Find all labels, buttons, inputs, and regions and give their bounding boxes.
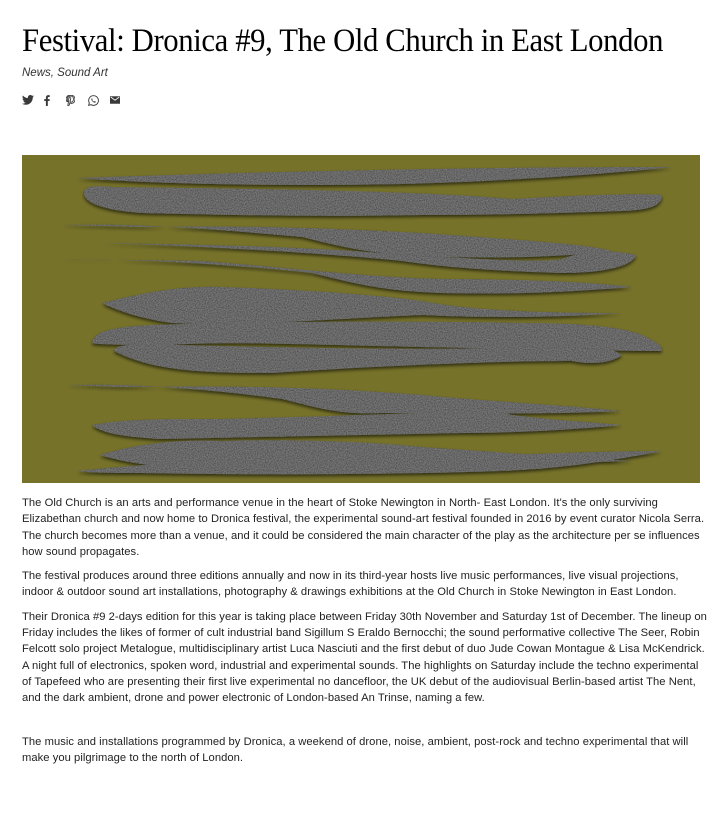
pinterest-icon[interactable]	[66, 93, 88, 107]
whatsapp-icon[interactable]	[88, 93, 110, 107]
category-separator: ,	[50, 67, 58, 79]
category-link-news[interactable]: News	[22, 67, 51, 79]
paragraph: The festival produces around three editions annually and now in its third-year hosts live music performances, live visual projections, indoor & outdoor sound art installations, photography & drawings exhibitions at the Old Church in Stoke Newington in East London.	[22, 570, 679, 599]
category-link-sound-art[interactable]: Sound Art	[57, 67, 108, 79]
share-bar	[22, 93, 702, 107]
hero-image	[22, 155, 700, 483]
page-title: Festival: Dronica #9, The Old Church in East London	[22, 23, 664, 59]
paragraph: The Old Church is an arts and performance venue in the heart of Stoke Newington in North- East London. It's the only surviving Elizabethan church and now home to Dronica festival, the experimental sound-art festival founded in 2016 by event curator Nicola Serra. The church becomes more than a venue, and it could be considered the main character of the play as the architecture per se influences how sound propagates.	[22, 497, 705, 558]
twitter-icon[interactable]	[22, 93, 44, 107]
facebook-icon[interactable]	[44, 93, 66, 107]
paragraph: Their Dronica #9 2-days edition for this year is taking place between Friday 30th November and Saturday 1st of December. The lineup on Friday includes the likes of former of cult industrial band Sigillum S Eraldo Bernocchi; the sound performative collective The Seer, Robin Felcott solo project Metalogue, multidisciplinary artist Luca Nasciuti and the first debut of duo Jude Cowan Montague & Lisa McKendrick. A night full of electronics, spoken word, industrial and experimental sounds. The highlights on Saturday include the techno experimental of Tapefeed who are presenting their first live experimental no dancefloor, the UK debut of the audiovisual Berlin-based artist The Nent, and the dark ambient, drone and power electronic of London-based An Trinse, naming a few.	[22, 610, 707, 705]
drone-strokes-artwork	[22, 155, 700, 483]
category-list	[22, 66, 702, 80]
email-icon[interactable]	[110, 93, 132, 107]
article-body	[22, 495, 707, 774]
paragraph: The music and installations programmed by Dronica, a weekend of drone, noise, ambient, post-rock and techno experimental that will make you pilgrimage to the north of London.	[22, 735, 689, 764]
article-header	[22, 0, 702, 107]
